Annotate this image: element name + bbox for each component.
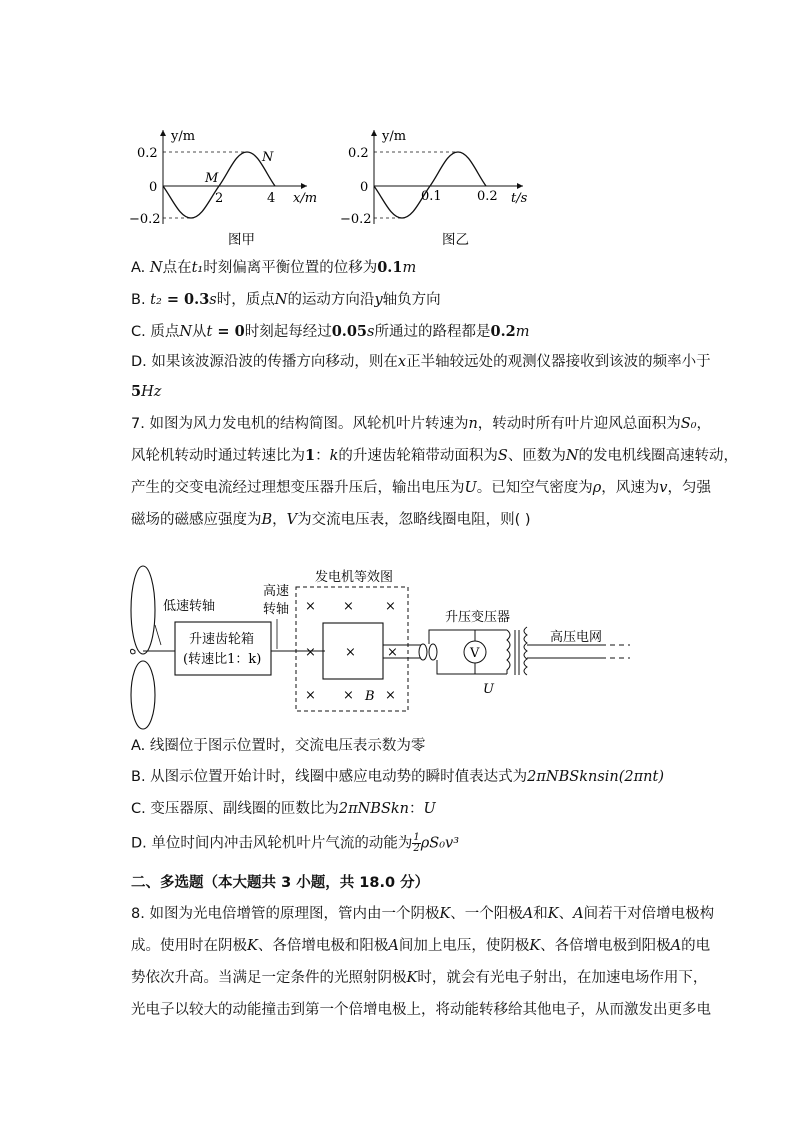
q8-line-1 bbox=[131, 904, 714, 924]
q6-c-val: 0.05 bbox=[331, 323, 368, 340]
q7-l2-ratio: 1 bbox=[305, 447, 316, 464]
q8-l3-k: K bbox=[406, 970, 418, 986]
label-b: B bbox=[365, 689, 375, 704]
q7-option-c bbox=[131, 799, 436, 819]
label-gearbox-2: (转速比1：k) bbox=[183, 652, 262, 667]
label-generator: 发电机等效图 bbox=[315, 570, 394, 585]
q6-a-unit: m bbox=[402, 260, 417, 276]
graph-a-wave bbox=[163, 152, 275, 218]
graph-b bbox=[340, 129, 528, 248]
q6-d-pre: D. 如果该波源沿波的传播方向移动，则在 bbox=[131, 354, 398, 370]
q6-d-line2: 5 bbox=[131, 383, 142, 400]
q6-option-d-line2 bbox=[131, 382, 161, 402]
label-u: U bbox=[483, 682, 494, 697]
q6-c-n: N bbox=[179, 324, 193, 340]
q6-option-c bbox=[131, 322, 529, 342]
label-high-shaft-1: 高速 bbox=[263, 584, 290, 599]
q6-c-mid2: 时刻起每经过 bbox=[244, 324, 332, 340]
q6-a-t1: t₁ bbox=[191, 260, 204, 276]
q8-l2-d: 、各倍增电极到阳极 bbox=[540, 938, 671, 954]
q8-l2-e: 的电 bbox=[681, 938, 711, 954]
field-cross: × bbox=[305, 645, 316, 660]
graph-a-y-label: y/m bbox=[171, 129, 196, 144]
label-low-shaft: 低速转轴 bbox=[163, 599, 216, 614]
q6-b-eq: = 0.3 bbox=[161, 291, 210, 308]
q6-a-n: N bbox=[149, 260, 163, 276]
transformer-primary-coil bbox=[507, 630, 510, 674]
blade-hub bbox=[131, 649, 136, 654]
q6-d-x: x bbox=[397, 354, 407, 370]
graph-a-point-m: M bbox=[205, 171, 219, 186]
sec2-b: 小题，共 bbox=[291, 875, 360, 891]
q8-line-3 bbox=[131, 968, 707, 988]
q7-option-a bbox=[131, 736, 425, 756]
q6-d-hz: Hz bbox=[141, 384, 162, 400]
label-gearbox-1: 升速齿轮箱 bbox=[189, 632, 255, 647]
q6-b-post: 的运动方向沿 bbox=[287, 292, 375, 308]
graph-a-x-label: x/m bbox=[293, 191, 318, 206]
q7-l4-B: B bbox=[261, 512, 273, 528]
q8-l1-d: 、 bbox=[558, 906, 574, 922]
graph-a-caption: 图甲 bbox=[228, 232, 255, 248]
q7-b-pre: B. 从图示位置开始计时，线圈中感应电动势的瞬时值表达式为 bbox=[131, 769, 528, 785]
q7-l4-b: ， bbox=[272, 512, 287, 528]
q6-a-val: 0.1 bbox=[377, 259, 403, 276]
sec2-count: 3 bbox=[281, 875, 292, 891]
q7-l2-s: S bbox=[497, 448, 508, 464]
q8-l2-k2: K bbox=[529, 938, 541, 954]
q7-d-expr: ρS₀v³ bbox=[420, 835, 460, 852]
q6-option-b bbox=[131, 290, 441, 310]
q6-a-mid: 点在 bbox=[162, 260, 192, 276]
graph-b-y-label: y/m bbox=[382, 129, 407, 144]
label-grid: 高压电网 bbox=[550, 630, 603, 645]
q6-a-post: 时刻偏离平衡位置的位移为 bbox=[203, 260, 378, 276]
q8-l1-A2: A bbox=[573, 906, 584, 922]
q8-l1-e: 间若干对倍增电极构 bbox=[583, 906, 715, 922]
q6-c-val2: 0.2 bbox=[490, 323, 516, 340]
q7-c-colon: ： bbox=[409, 801, 424, 817]
low-shaft-pointer bbox=[155, 625, 161, 645]
q8-l1-k2: K bbox=[547, 906, 559, 922]
q7-l1-a: 7. 如图为风力发电机的结构简图。风轮机叶片转速为 bbox=[131, 416, 469, 432]
q7-option-b bbox=[131, 767, 664, 787]
field-cross: × bbox=[343, 599, 354, 614]
wind-generator-diagram bbox=[125, 565, 645, 730]
q7-option-d bbox=[131, 833, 459, 854]
wave-graphs bbox=[125, 120, 545, 255]
q6-c-pre: C. 质点 bbox=[131, 324, 180, 340]
q8-l1-c: 和 bbox=[533, 906, 548, 922]
primary-wire-top bbox=[429, 630, 507, 644]
q7-line-2 bbox=[131, 446, 738, 466]
q6-option-a bbox=[131, 258, 416, 278]
q7-l3-d: ，匀强 bbox=[667, 480, 711, 496]
blade-bottom bbox=[131, 661, 155, 729]
q8-l2-A2: A bbox=[670, 938, 682, 954]
q8-l2-A: A bbox=[388, 938, 399, 954]
q7-line-4 bbox=[131, 510, 531, 530]
field-cross: × bbox=[385, 599, 396, 614]
field-cross: × bbox=[387, 645, 398, 660]
q6-b-y: y bbox=[374, 292, 383, 308]
q7-l2-e: 的发电机线圈高速转动， bbox=[578, 448, 739, 464]
q8-l2-c: 间加上电压，使阴极 bbox=[398, 938, 530, 954]
q7-d-pre: D. 单位时间内冲击风轮机叶片气流的动能为 bbox=[131, 835, 413, 852]
q7-d-den: 2 bbox=[413, 843, 420, 854]
q7-l2-c: 的升速齿轮箱带动面积为 bbox=[338, 448, 498, 464]
q6-c-m: m bbox=[515, 324, 530, 340]
q7-d-fraction bbox=[412, 833, 420, 854]
q7-l1-b: ，转动时所有叶片迎风总面积为 bbox=[477, 416, 681, 432]
q8-l1-a: 8. 如图为光电倍增管的原理图，管内由一个阴极 bbox=[131, 906, 440, 922]
q7-c-u: U bbox=[423, 801, 436, 817]
q6-b-t2: t₂ bbox=[150, 292, 162, 308]
q7-b-expr: 2πNBSknsin(2πnt) bbox=[527, 769, 664, 785]
sec2-c: 分） bbox=[395, 875, 430, 891]
q7-c-pre: C. 变压器原、副线圈的匝数比为 bbox=[131, 801, 339, 817]
q7-l2-a: 风轮机转动时通过转速比为 bbox=[131, 448, 305, 464]
q8-l3-b: 时，就会有光电子射出，在加速电场作用下， bbox=[417, 970, 708, 986]
graph-a-point-n: N bbox=[262, 150, 274, 165]
graph-b-y-zero: 0 bbox=[360, 180, 369, 195]
q7-l4-a: 磁场的磁感应强度为 bbox=[131, 512, 262, 528]
q6-a-pre: A. bbox=[131, 260, 150, 276]
q7-l1-c: ， bbox=[696, 416, 712, 432]
q7-l4-V: V bbox=[286, 512, 298, 528]
q8-l2-a: 成。使用时在阴极 bbox=[131, 938, 247, 954]
label-high-shaft-2: 转轴 bbox=[263, 602, 290, 617]
q6-d-post: 正半轴较远处的观测仪器接收到该波的频率小于 bbox=[406, 354, 711, 370]
q7-l2-k: k bbox=[329, 448, 339, 464]
q7-l1-n: n bbox=[468, 416, 478, 432]
q6-option-d bbox=[131, 352, 711, 372]
q7-l1-s0: S₀ bbox=[680, 416, 697, 432]
q6-c-mid3: 所通过的路程都是 bbox=[374, 324, 491, 340]
graph-b-x-tick-1: 0.1 bbox=[421, 189, 442, 204]
graph-a-y-bottom: −0.2 bbox=[129, 212, 161, 227]
q6-c-eq: = 0 bbox=[212, 323, 245, 340]
q8-l2-k: K bbox=[247, 938, 258, 954]
q8-l4: 光电子以较大的动能撞击到第一个倍增电极上，将动能转移给其他电子，从而激发出更多电 bbox=[131, 1002, 711, 1018]
q8-line-2 bbox=[131, 936, 710, 956]
q7-l3-b: 。已知空气密度为 bbox=[476, 480, 593, 496]
q7-d-num: 1 bbox=[413, 832, 420, 843]
sec2-score: 18.0 bbox=[359, 875, 396, 891]
graph-a bbox=[129, 129, 317, 248]
q6-b-s: s bbox=[209, 292, 217, 308]
q8-l2-b: 、各倍增电极和阳极 bbox=[257, 938, 389, 954]
q7-line-1 bbox=[131, 414, 711, 434]
q7-l3-v: v bbox=[659, 480, 668, 496]
graph-b-x-label: t/s bbox=[511, 191, 528, 206]
graph-a-x-tick-1: 2 bbox=[215, 191, 224, 206]
q8-l1-A: A bbox=[522, 906, 534, 922]
q8-l1-b: 、一个阳极 bbox=[450, 906, 523, 922]
graph-a-x-tick-2: 4 bbox=[267, 191, 276, 206]
q7-l2-d: 、匝数为 bbox=[507, 448, 566, 464]
field-cross: × bbox=[343, 688, 354, 703]
graph-b-y-top: 0.2 bbox=[348, 146, 369, 161]
label-transformer: 升压变压器 bbox=[445, 610, 511, 625]
field-cross: × bbox=[385, 688, 396, 703]
q8-l3-a: 势依次升高。当满足一定条件的光照射阴极 bbox=[131, 970, 407, 986]
q7-l3-rho: ρ bbox=[592, 480, 602, 496]
q7-line-3 bbox=[131, 478, 711, 498]
q6-c-mid: 从 bbox=[192, 324, 207, 340]
blade-top bbox=[131, 566, 155, 654]
q7-l2-N: N bbox=[565, 448, 579, 464]
section-heading-multi-choice bbox=[131, 871, 429, 892]
gearbox bbox=[175, 622, 271, 675]
graph-a-y-top: 0.2 bbox=[137, 146, 158, 161]
q6-b-end: 轴负方向 bbox=[382, 292, 441, 308]
transformer-secondary-coil bbox=[524, 627, 527, 675]
q6-c-t: t bbox=[206, 324, 213, 340]
graph-b-y-bottom: −0.2 bbox=[340, 212, 372, 227]
q6-b-pre: B. bbox=[131, 292, 151, 308]
q8-l1-k: K bbox=[439, 906, 451, 922]
field-cross: × bbox=[345, 645, 356, 660]
q7-a-text: A. 线圈位于图示位置时，交流电压表示数为零 bbox=[131, 738, 426, 754]
label-voltmeter: V bbox=[470, 646, 480, 661]
graph-b-caption: 图乙 bbox=[442, 232, 469, 248]
q6-b-mid: 时，质点 bbox=[216, 292, 275, 308]
q7-l3-u: U bbox=[464, 480, 477, 496]
q7-l4-c: 为交流电压表，忽略线圈电阻，则( ) bbox=[297, 512, 531, 528]
q7-l3-c: ，风速为 bbox=[601, 480, 660, 496]
graph-b-wave bbox=[374, 152, 486, 218]
slip-ring-1 bbox=[419, 644, 427, 660]
q6-b-n: N bbox=[274, 292, 288, 308]
q7-l2-b: ： bbox=[315, 448, 330, 464]
field-cross: × bbox=[305, 688, 316, 703]
q7-c-expr: 2πNBSkn bbox=[338, 801, 410, 817]
q6-c-s: s bbox=[367, 324, 375, 340]
q8-line-4 bbox=[131, 1000, 711, 1020]
q7-l3-a: 产生的交变电流经过理想变压器升压后，输出电压为 bbox=[131, 480, 465, 496]
graph-b-x-tick-2: 0.2 bbox=[477, 189, 498, 204]
graph-a-y-zero: 0 bbox=[149, 180, 158, 195]
slip-ring-2 bbox=[429, 644, 437, 660]
sec2-a: 二、多选题（本大题共 bbox=[131, 875, 282, 891]
field-cross: × bbox=[305, 599, 316, 614]
